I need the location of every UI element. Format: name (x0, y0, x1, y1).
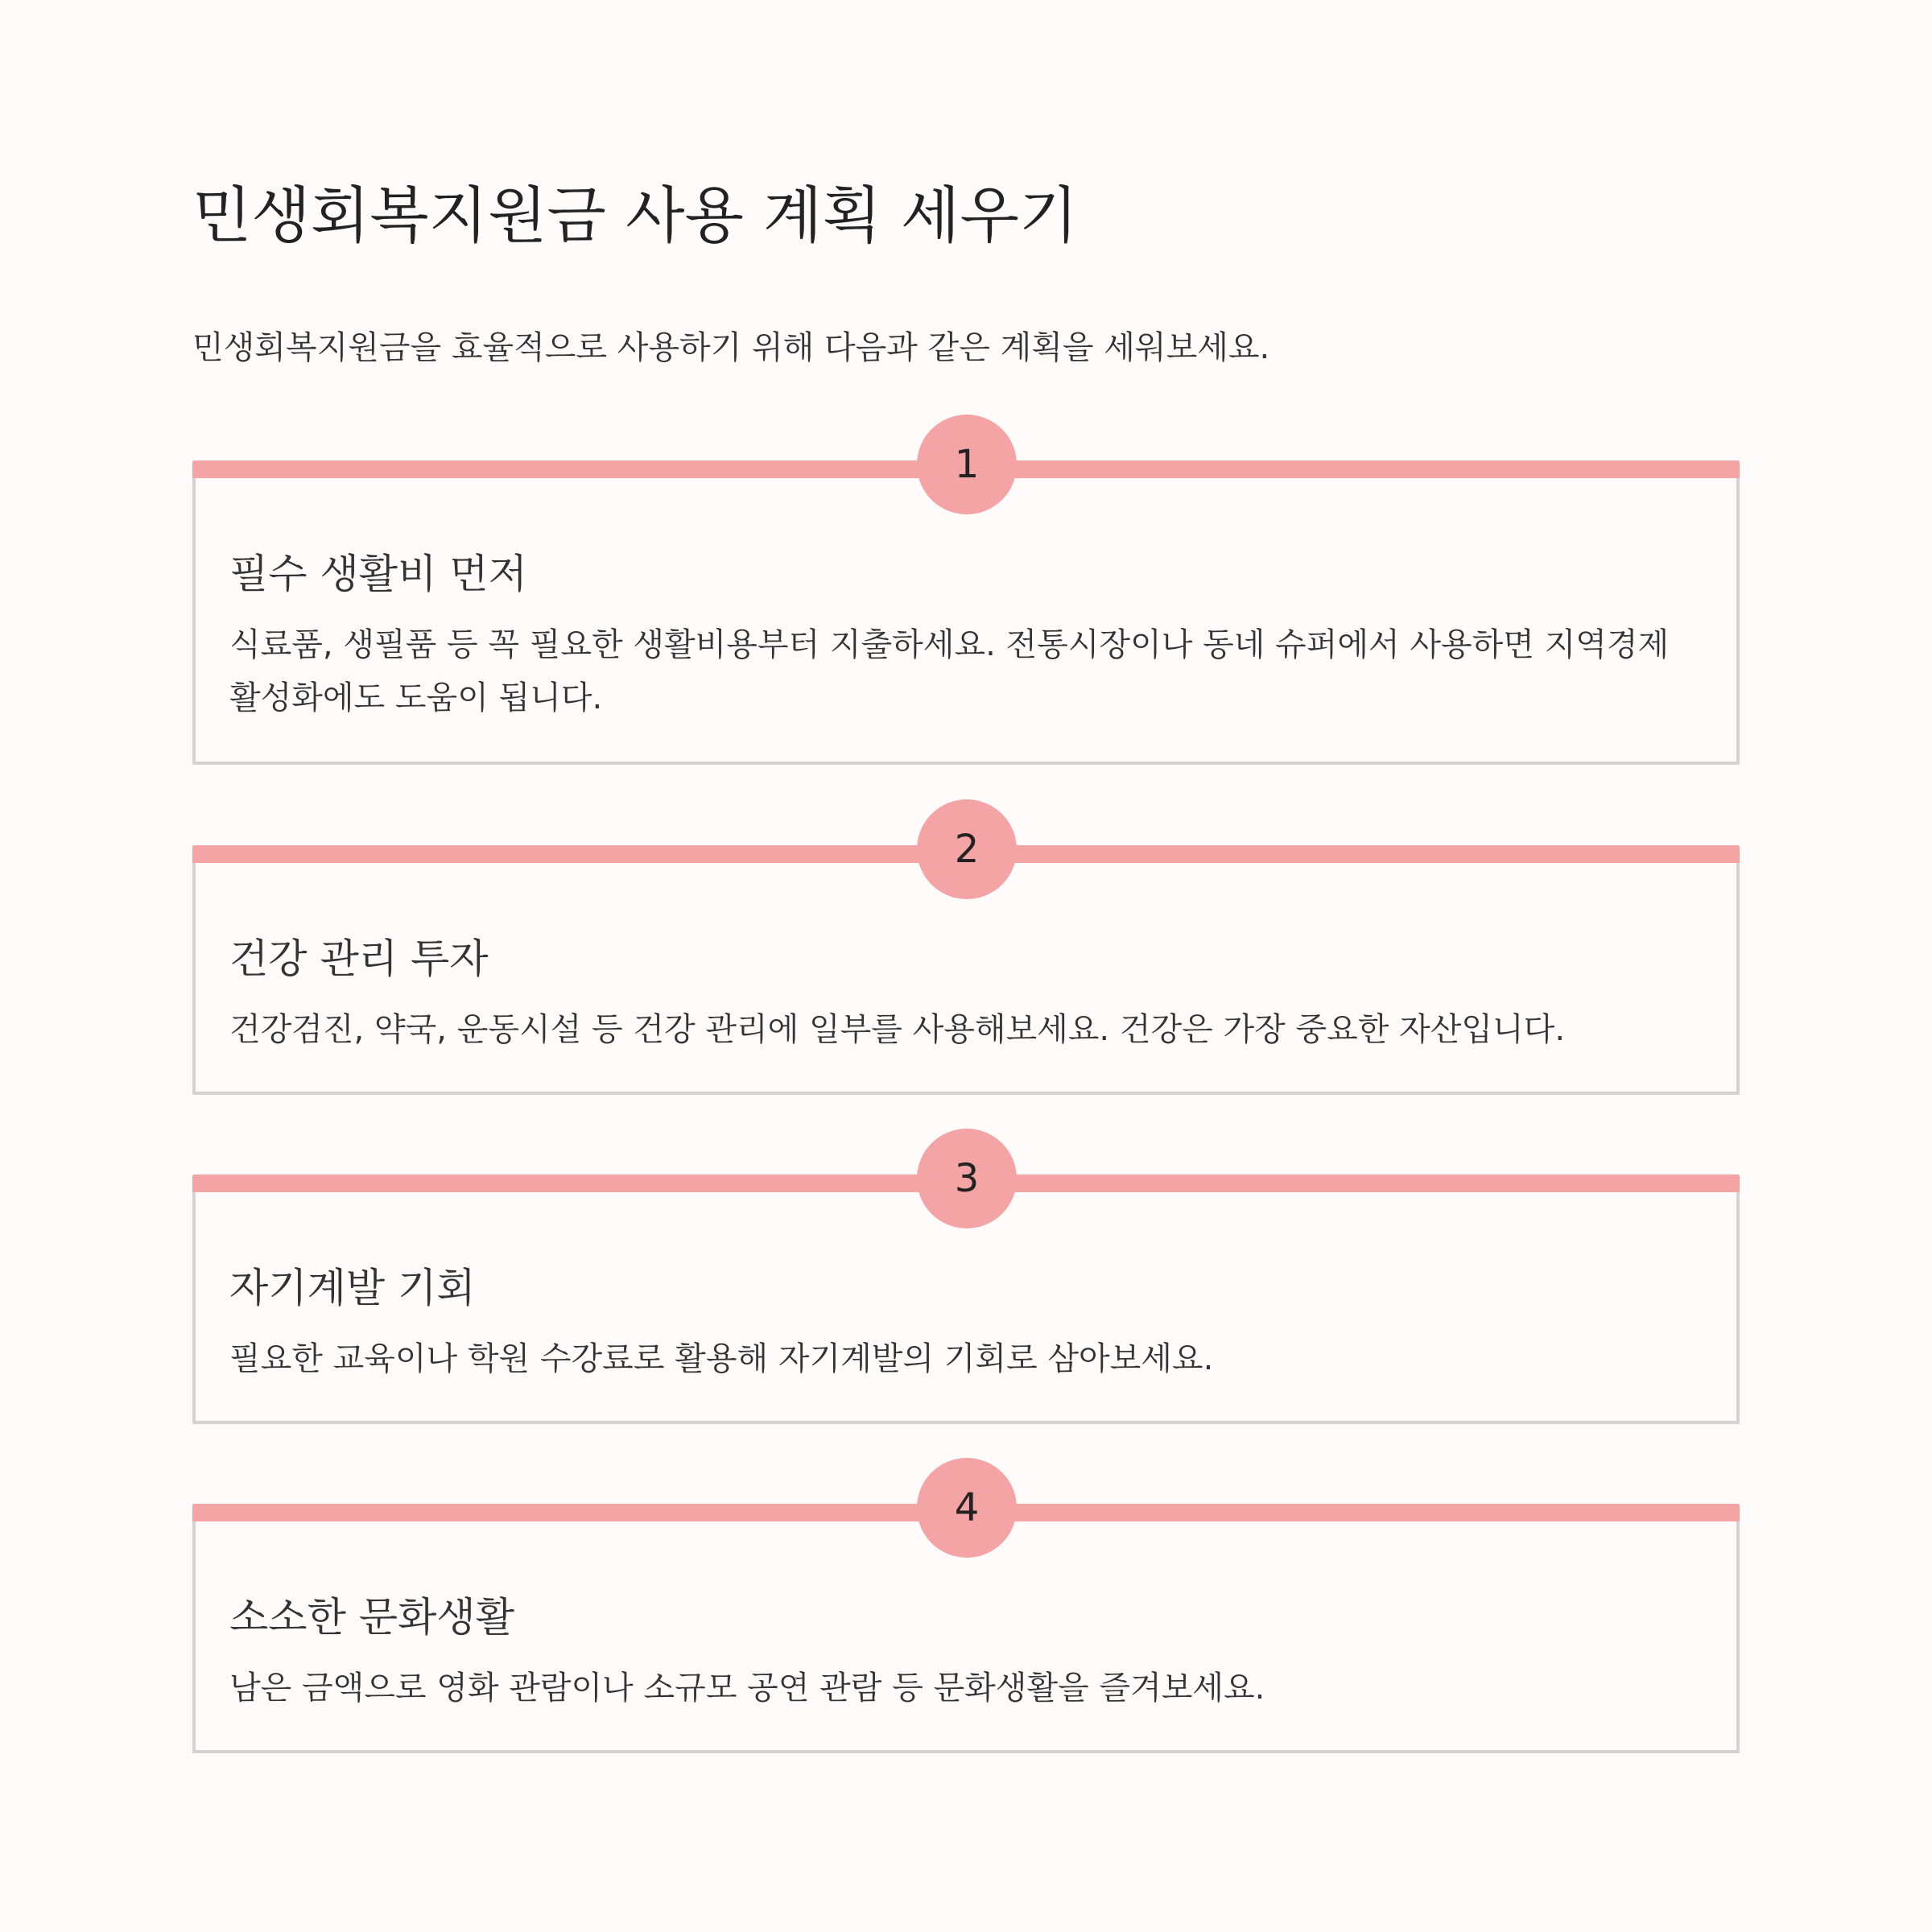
step-card-4 (192, 1485, 1740, 1753)
step-number-badge: 2 (917, 799, 1017, 899)
step-card-1 (192, 442, 1740, 765)
intro-text: 민생회복지원금을 효율적으로 사용하기 위해 다음과 같은 계획을 세워보세요. (192, 329, 1270, 366)
step-description: 남은 금액으로 영화 관람이나 소규모 공연 관람 등 문화생활을 즐겨보세요. (229, 1670, 1265, 1707)
step-title: 소소한 문화생활 (229, 1594, 514, 1641)
step-number-badge: 3 (917, 1129, 1017, 1228)
step-number-badge: 4 (917, 1458, 1017, 1558)
step-card-3 (192, 1156, 1740, 1424)
page-title: 민생회복지원금 사용 계획 세우기 (192, 180, 1079, 251)
step-card-2 (192, 827, 1740, 1095)
step-title: 건강 관리 투자 (229, 935, 489, 982)
step-description: 필요한 교육이나 학원 수강료로 활용해 자기계발의 기회로 삼아보세요. (229, 1340, 1214, 1377)
step-description: 식료품, 생필품 등 꼭 필요한 생활비용부터 지출하세요. 전통시장이나 동네 슈퍼에서 사용하면 지역경제 활성화에도 도움이 됩니다. (229, 626, 1670, 716)
step-description: 건강검진, 약국, 운동시설 등 건강 관리에 일부를 사용해보세요. 건강은 가장 중요한 자산입니다. (229, 1011, 1566, 1048)
step-title: 필수 생활비 먼저 (229, 551, 527, 597)
step-number-badge: 1 (917, 415, 1017, 514)
step-title: 자기계발 기회 (229, 1265, 476, 1311)
